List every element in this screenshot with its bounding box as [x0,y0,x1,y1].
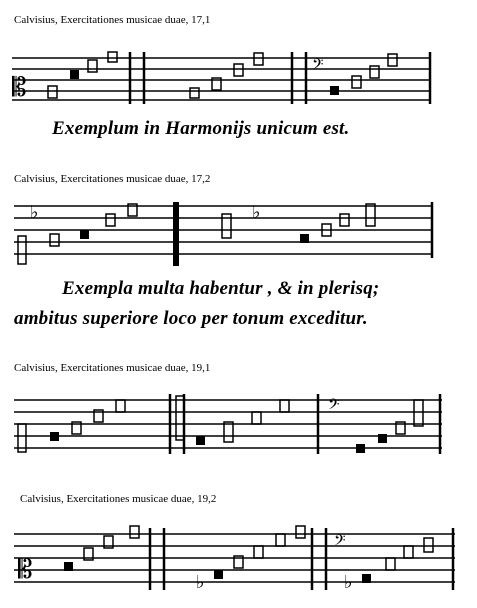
example-3-staff [0,384,477,464]
f-clef-icon: 𝄢 [312,56,324,77]
example-3-caption: Calvisius, Exercitationes musicae duae, 19,1 [14,362,211,374]
f-clef-icon: 𝄢 [334,532,346,553]
flat-icon: ♭ [252,202,261,223]
example-2-staff [0,196,477,276]
f-clef-icon: 𝄢 [328,396,340,417]
example-1-text-line-1: Exemplum in Harmonijs unicum est. [52,118,350,139]
example-2-caption: Calvisius, Exercitationes musicae duae, 17,2 [14,173,211,185]
example-4-staff [0,518,477,598]
flat-icon: ♭ [30,202,39,223]
flat-icon: ♭ [196,572,205,593]
c-clef-icon: 𝄡 [18,555,33,585]
c-clef-icon: 𝄡 [12,73,27,103]
example-1-staff [0,48,477,108]
flat-icon: ♭ [344,572,353,593]
example-2-text-line-2: ambitus superiore loco per tonum exceditur. [14,308,368,329]
example-1-caption: Calvisius, Exercitationes musicae duae, 17,1 [14,14,211,26]
example-2-text-line-1: Exempla multa habentur , & in plerisq; [62,278,380,299]
example-4-caption: Calvisius, Exercitationes musicae duae, 19,2 [20,493,217,505]
